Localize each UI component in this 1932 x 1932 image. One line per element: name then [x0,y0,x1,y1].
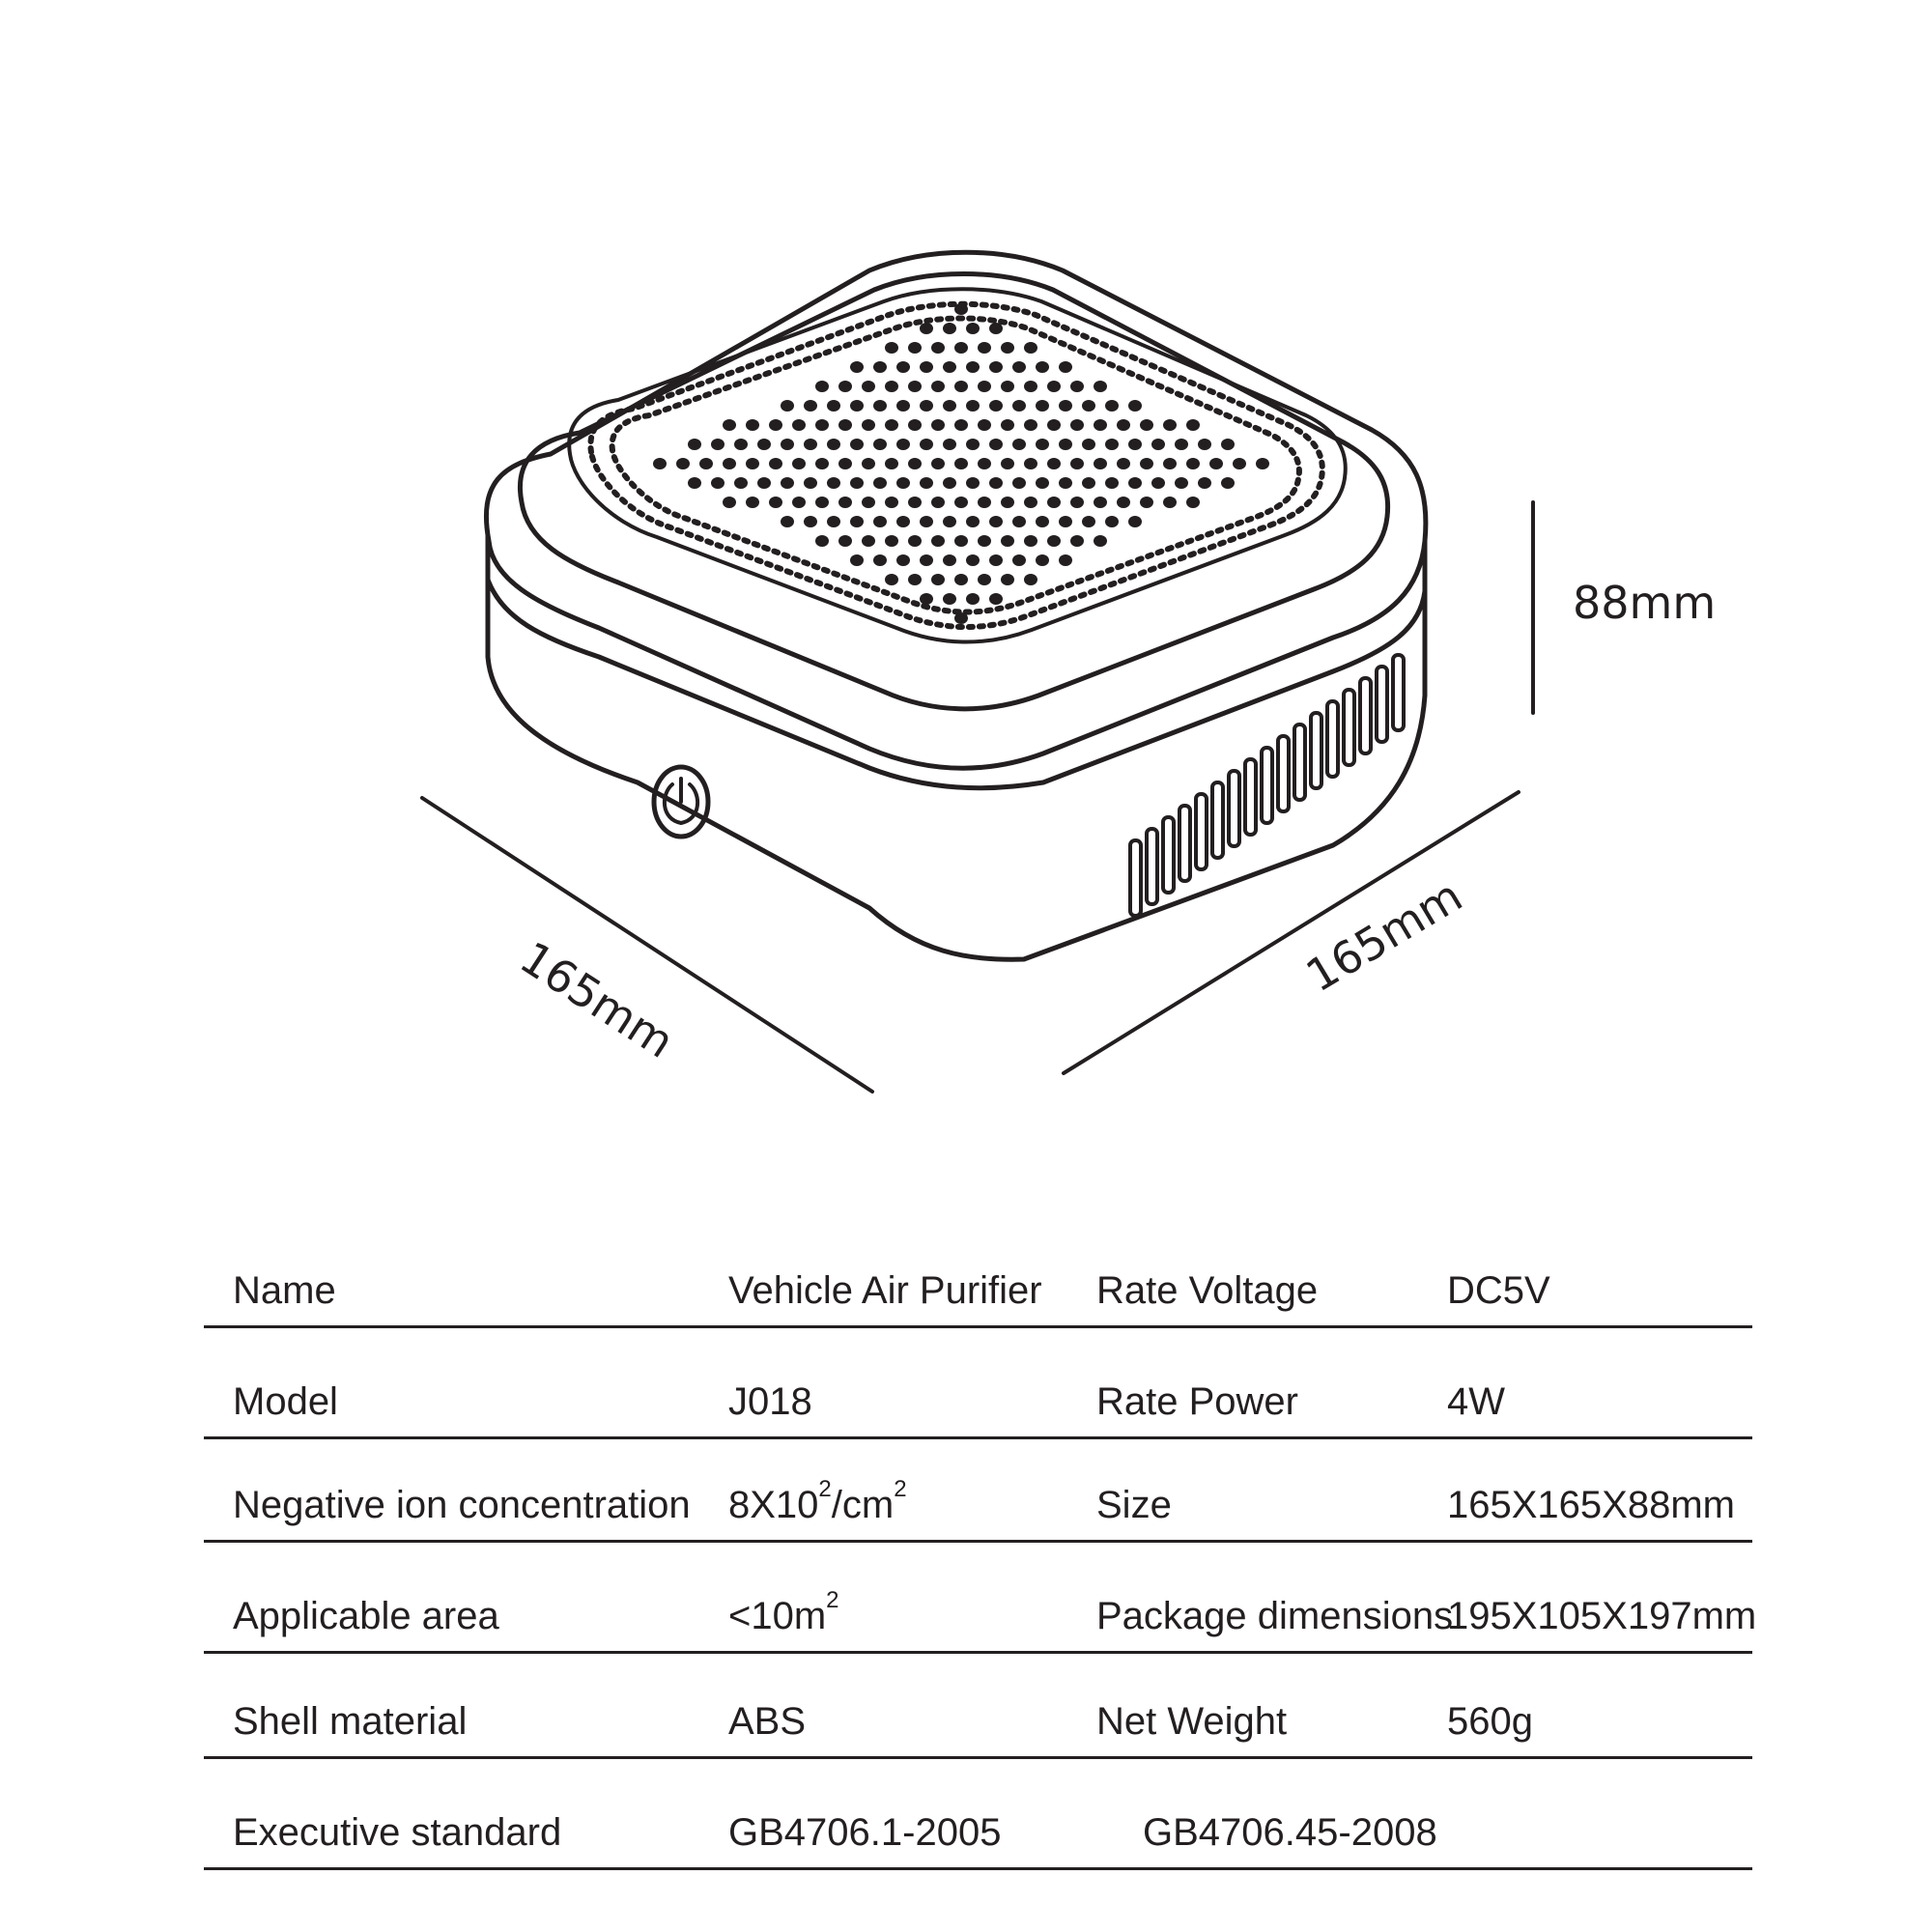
spec-value: J018 [728,1380,812,1423]
grille-dot [1094,497,1107,508]
grille-dot [1001,497,1014,508]
grille-dot [1059,477,1072,489]
vent-slot [1179,806,1190,881]
spec-row [204,1543,1757,1654]
grille-dot [1221,477,1235,489]
grille-dot [862,458,875,469]
spec-value: Vehicle Air Purifier [728,1269,1042,1312]
grille-dot [1036,554,1049,566]
grille-dot [1175,439,1188,450]
grille-dot [954,458,968,469]
grille-dot [873,439,887,450]
spec-row [204,1654,1752,1759]
grille-dot [1001,342,1014,354]
grille-dot [1175,477,1188,489]
grille-dot [850,554,864,566]
spec-label: Net Weight [1096,1700,1288,1743]
vent-slot [1212,782,1223,858]
grille-dot [954,303,968,315]
grille-dot [850,477,864,489]
grille-dot [804,439,817,450]
grille-dot [896,400,910,412]
grille-dot [908,381,922,392]
grille-dot [781,439,794,450]
vent-slot [1344,690,1354,765]
spec-label: Rate Voltage [1096,1269,1319,1312]
grille-dot [734,439,748,450]
grille-dot [954,574,968,585]
grille-dot [931,574,945,585]
grille-dot [920,593,933,605]
grille-dot [781,400,794,412]
grille-dot [908,458,922,469]
grille-dot [896,554,910,566]
vent-slot [1130,840,1141,916]
grille-dot [815,497,829,508]
grille-dot [804,477,817,489]
grille-dot [1105,477,1119,489]
grille-dot [966,554,980,566]
grille-dot [1140,419,1153,431]
grille-dot [769,419,782,431]
vent-slot [1262,748,1272,823]
grille-dot [943,593,956,605]
grille-dot [1047,535,1061,547]
grille-dot [1163,458,1177,469]
grille-dot [931,535,945,547]
grille-dot [1070,458,1084,469]
vent-slot [1229,771,1239,846]
grille-dot [723,458,736,469]
grille-dot [989,554,1003,566]
grille-dot [1024,342,1037,354]
grille-dot [838,419,852,431]
grille-dot [1059,439,1072,450]
spec-value: ABS [728,1700,807,1743]
grille-dot [966,361,980,373]
grille-dot [966,323,980,334]
grille-dot [885,497,898,508]
grille-dot [1151,439,1165,450]
grille-dot [827,439,840,450]
spec-row [204,1217,1752,1328]
grille-dot [1024,381,1037,392]
grille-dot [653,458,667,469]
grille-dot [920,400,933,412]
grille-dot [1221,439,1235,450]
grille-dot [850,400,864,412]
grille-dot [978,342,991,354]
grille-dot [1070,419,1084,431]
grille-dot [1047,381,1061,392]
grille-dot [1059,554,1072,566]
grille-dot [908,574,922,585]
vent-slot [1360,678,1371,753]
grille-dot [804,400,817,412]
grille-dot [1198,477,1211,489]
width-dimension-line [1064,792,1519,1073]
vent-slot [1294,724,1305,800]
grille-dot [688,439,701,450]
grille-dot [723,497,736,508]
grille-dot [1186,497,1200,508]
vent-slot [1327,701,1338,777]
grille-dot [838,381,852,392]
grille-dot [1024,497,1037,508]
grille-dot [688,477,701,489]
grille-dot [931,419,945,431]
grille-dot [1105,516,1119,527]
grille-dot [734,477,748,489]
grille-dot [815,535,829,547]
grille-dot [989,477,1003,489]
spec-value: 195X105X197mm [1447,1595,1757,1637]
grille-dot [1047,458,1061,469]
grille-dot [711,439,724,450]
grille-dot [873,516,887,527]
grille-dot [1024,574,1037,585]
grille-dot [1059,361,1072,373]
grille-dot [908,497,922,508]
vent-slot [1278,736,1289,811]
grille-dot [896,516,910,527]
grille-dot [978,497,991,508]
grille-dot [1036,400,1049,412]
grille-dot [885,535,898,547]
grille-dot [1198,439,1211,450]
grille-dot [1117,497,1130,508]
grille-dot [1001,458,1014,469]
grille-dot [931,342,945,354]
grille-dot [1070,381,1084,392]
grille-dot [746,497,759,508]
grille-dot [711,477,724,489]
grille-dot [954,497,968,508]
grille-dot [943,323,956,334]
grille-dot [1082,477,1095,489]
grille-dot [827,477,840,489]
grille-dot [931,458,945,469]
grille-dot [1163,497,1177,508]
height-dimension-label: 88mm [1573,577,1717,629]
grille-dot [873,554,887,566]
grille-dot [978,458,991,469]
grille-dot [885,574,898,585]
grille-dot [1094,535,1107,547]
grille-dot [838,458,852,469]
grille-dot [862,535,875,547]
grille-dot [896,477,910,489]
grille-dot [1036,361,1049,373]
spec-value: GB4706.1-2005 [728,1811,1002,1854]
grille-dot [815,419,829,431]
spec-value: 165X165X88mm [1447,1484,1735,1526]
grille-dot [827,400,840,412]
grille-dot [1070,497,1084,508]
grille-dot [676,458,690,469]
grille-dot [1036,439,1049,450]
grille-dot [978,419,991,431]
grille-dot [792,497,806,508]
spec-value: $<10m^2$ [728,1587,839,1637]
grille-dot [769,497,782,508]
grille-dot [989,361,1003,373]
depth-dimension-label: 165mm [511,930,684,1068]
vent-slot [1245,759,1256,835]
grille-dot [1128,516,1142,527]
grille-dot [920,439,933,450]
grille-dot [1001,419,1014,431]
grille-dot [885,342,898,354]
grille-dot [1117,419,1130,431]
grille-dot [978,574,991,585]
grille-dot [1082,400,1095,412]
grille-dot [1012,516,1026,527]
spec-value: GB4706.45-2008 [1143,1811,1437,1854]
grille-dot [1094,458,1107,469]
grille-dot [769,458,782,469]
grille-dot [1105,439,1119,450]
vent-slot [1377,667,1387,742]
grille-dot [908,342,922,354]
grille-dot [781,477,794,489]
spec-row [204,1759,1752,1870]
grille-dot [885,419,898,431]
grille-dot [1024,535,1037,547]
grille-dot [1024,458,1037,469]
grille-dot [1012,554,1026,566]
power-icon[interactable] [654,767,708,837]
grille-dot [896,361,910,373]
grille-dot [920,361,933,373]
grille-dot [1036,477,1049,489]
grille-dot [792,419,806,431]
grille-dot [954,419,968,431]
grille-dot [1059,516,1072,527]
grille-dot [1012,361,1026,373]
side-air-vents [1130,655,1404,916]
grille-dot [862,497,875,508]
grille-dot [827,516,840,527]
grille-dot [908,535,922,547]
grille-dot [1059,400,1072,412]
spec-label: Package dimensions [1096,1595,1454,1637]
grille-dot [1256,458,1269,469]
grille-dot [1001,535,1014,547]
grille-dot [1140,497,1153,508]
spec-label: Shell material [233,1700,468,1743]
grille-dot [896,439,910,450]
grille-dot [1012,400,1026,412]
vent-slot [1393,655,1404,730]
grille-dot [1163,419,1177,431]
grille-dot [1117,458,1130,469]
grille-dot [1151,477,1165,489]
grille-dot [850,361,864,373]
grille-dot [1012,477,1026,489]
grille-dot [954,342,968,354]
grille-dot [1128,439,1142,450]
vent-slot [1196,794,1207,869]
spec-label: Name [233,1269,336,1312]
spec-label: Executive standard [233,1811,562,1854]
grille-dot [943,439,956,450]
grille-dot [920,477,933,489]
grille-dot [966,400,980,412]
grille-dot [1094,419,1107,431]
grille-dot [1047,497,1061,508]
grille-dot [838,497,852,508]
grille-dot [1070,535,1084,547]
grille-dot [908,419,922,431]
grille-dot [723,419,736,431]
grille-dot [931,381,945,392]
grille-dot [1082,439,1095,450]
grille-dot [943,554,956,566]
grille-dot [989,439,1003,450]
grille-dot [943,400,956,412]
grille-dot [757,477,771,489]
grille-dot [1128,477,1142,489]
grille-dot [1128,400,1142,412]
grille-dot [1105,400,1119,412]
grille-dot [1001,574,1014,585]
grille-dot [1036,516,1049,527]
vent-slot [1163,817,1174,893]
grille-dot [804,516,817,527]
grille-dot [838,535,852,547]
grille-dot [966,593,980,605]
grille-dot [931,497,945,508]
grille-dot [1001,381,1014,392]
grille-dot [1047,419,1061,431]
grille-dot [989,516,1003,527]
grille-dot [1186,419,1200,431]
grille-dot [954,381,968,392]
grille-dot [954,612,968,624]
spec-label: Rate Power [1096,1380,1298,1423]
spec-row [204,1328,1752,1439]
grille-dot [873,400,887,412]
grille-dot [873,477,887,489]
grille-dot [989,400,1003,412]
grille-dot [781,516,794,527]
grille-dot [1024,419,1037,431]
grille-dot [1012,439,1026,450]
vent-slot [1147,829,1157,904]
grille-dot [978,381,991,392]
spec-value: $8X10^2/cm^2$ [728,1476,907,1526]
spec-label: Negative ion concentration [233,1484,691,1526]
vent-slot [1311,713,1321,788]
spec-label: Model [233,1380,338,1423]
spec-label: Applicable area [233,1595,499,1637]
grille-dot [1082,516,1095,527]
grille-dot [943,477,956,489]
grille-dot [885,458,898,469]
grille-dot [978,535,991,547]
grille-dot [954,535,968,547]
spec-value: 4W [1447,1380,1505,1423]
grille-dot [699,458,713,469]
width-dimension-label: 165mm [1296,868,1471,1003]
grille-dot [1233,458,1246,469]
spec-value: DC5V [1447,1269,1550,1312]
grille-dot [1140,458,1153,469]
grille-dot [757,439,771,450]
grille-dot [920,554,933,566]
grille-dot [792,458,806,469]
grille-dot [966,439,980,450]
grille-dot [885,381,898,392]
grille-dot [1094,381,1107,392]
grille-dot [920,516,933,527]
grille-dot [966,477,980,489]
grille-dot [966,516,980,527]
grille-dot [746,419,759,431]
spec-table [204,1217,1757,1870]
grille-dot [862,381,875,392]
grille-dot [815,381,829,392]
grille-dot [1209,458,1223,469]
grille-dot [1186,458,1200,469]
grille-dot [873,361,887,373]
grille-dot [989,593,1003,605]
grille-dot [850,439,864,450]
grille-dot [862,419,875,431]
grille-dot [943,516,956,527]
grille-dot [920,323,933,334]
spec-value: 560g [1447,1700,1533,1743]
grille-dot [815,458,829,469]
grille-dot [746,458,759,469]
grille-dot [850,516,864,527]
grille-dot [989,323,1003,334]
spec-label: Size [1096,1484,1172,1526]
grille-dot [943,361,956,373]
spec-row [204,1439,1752,1543]
